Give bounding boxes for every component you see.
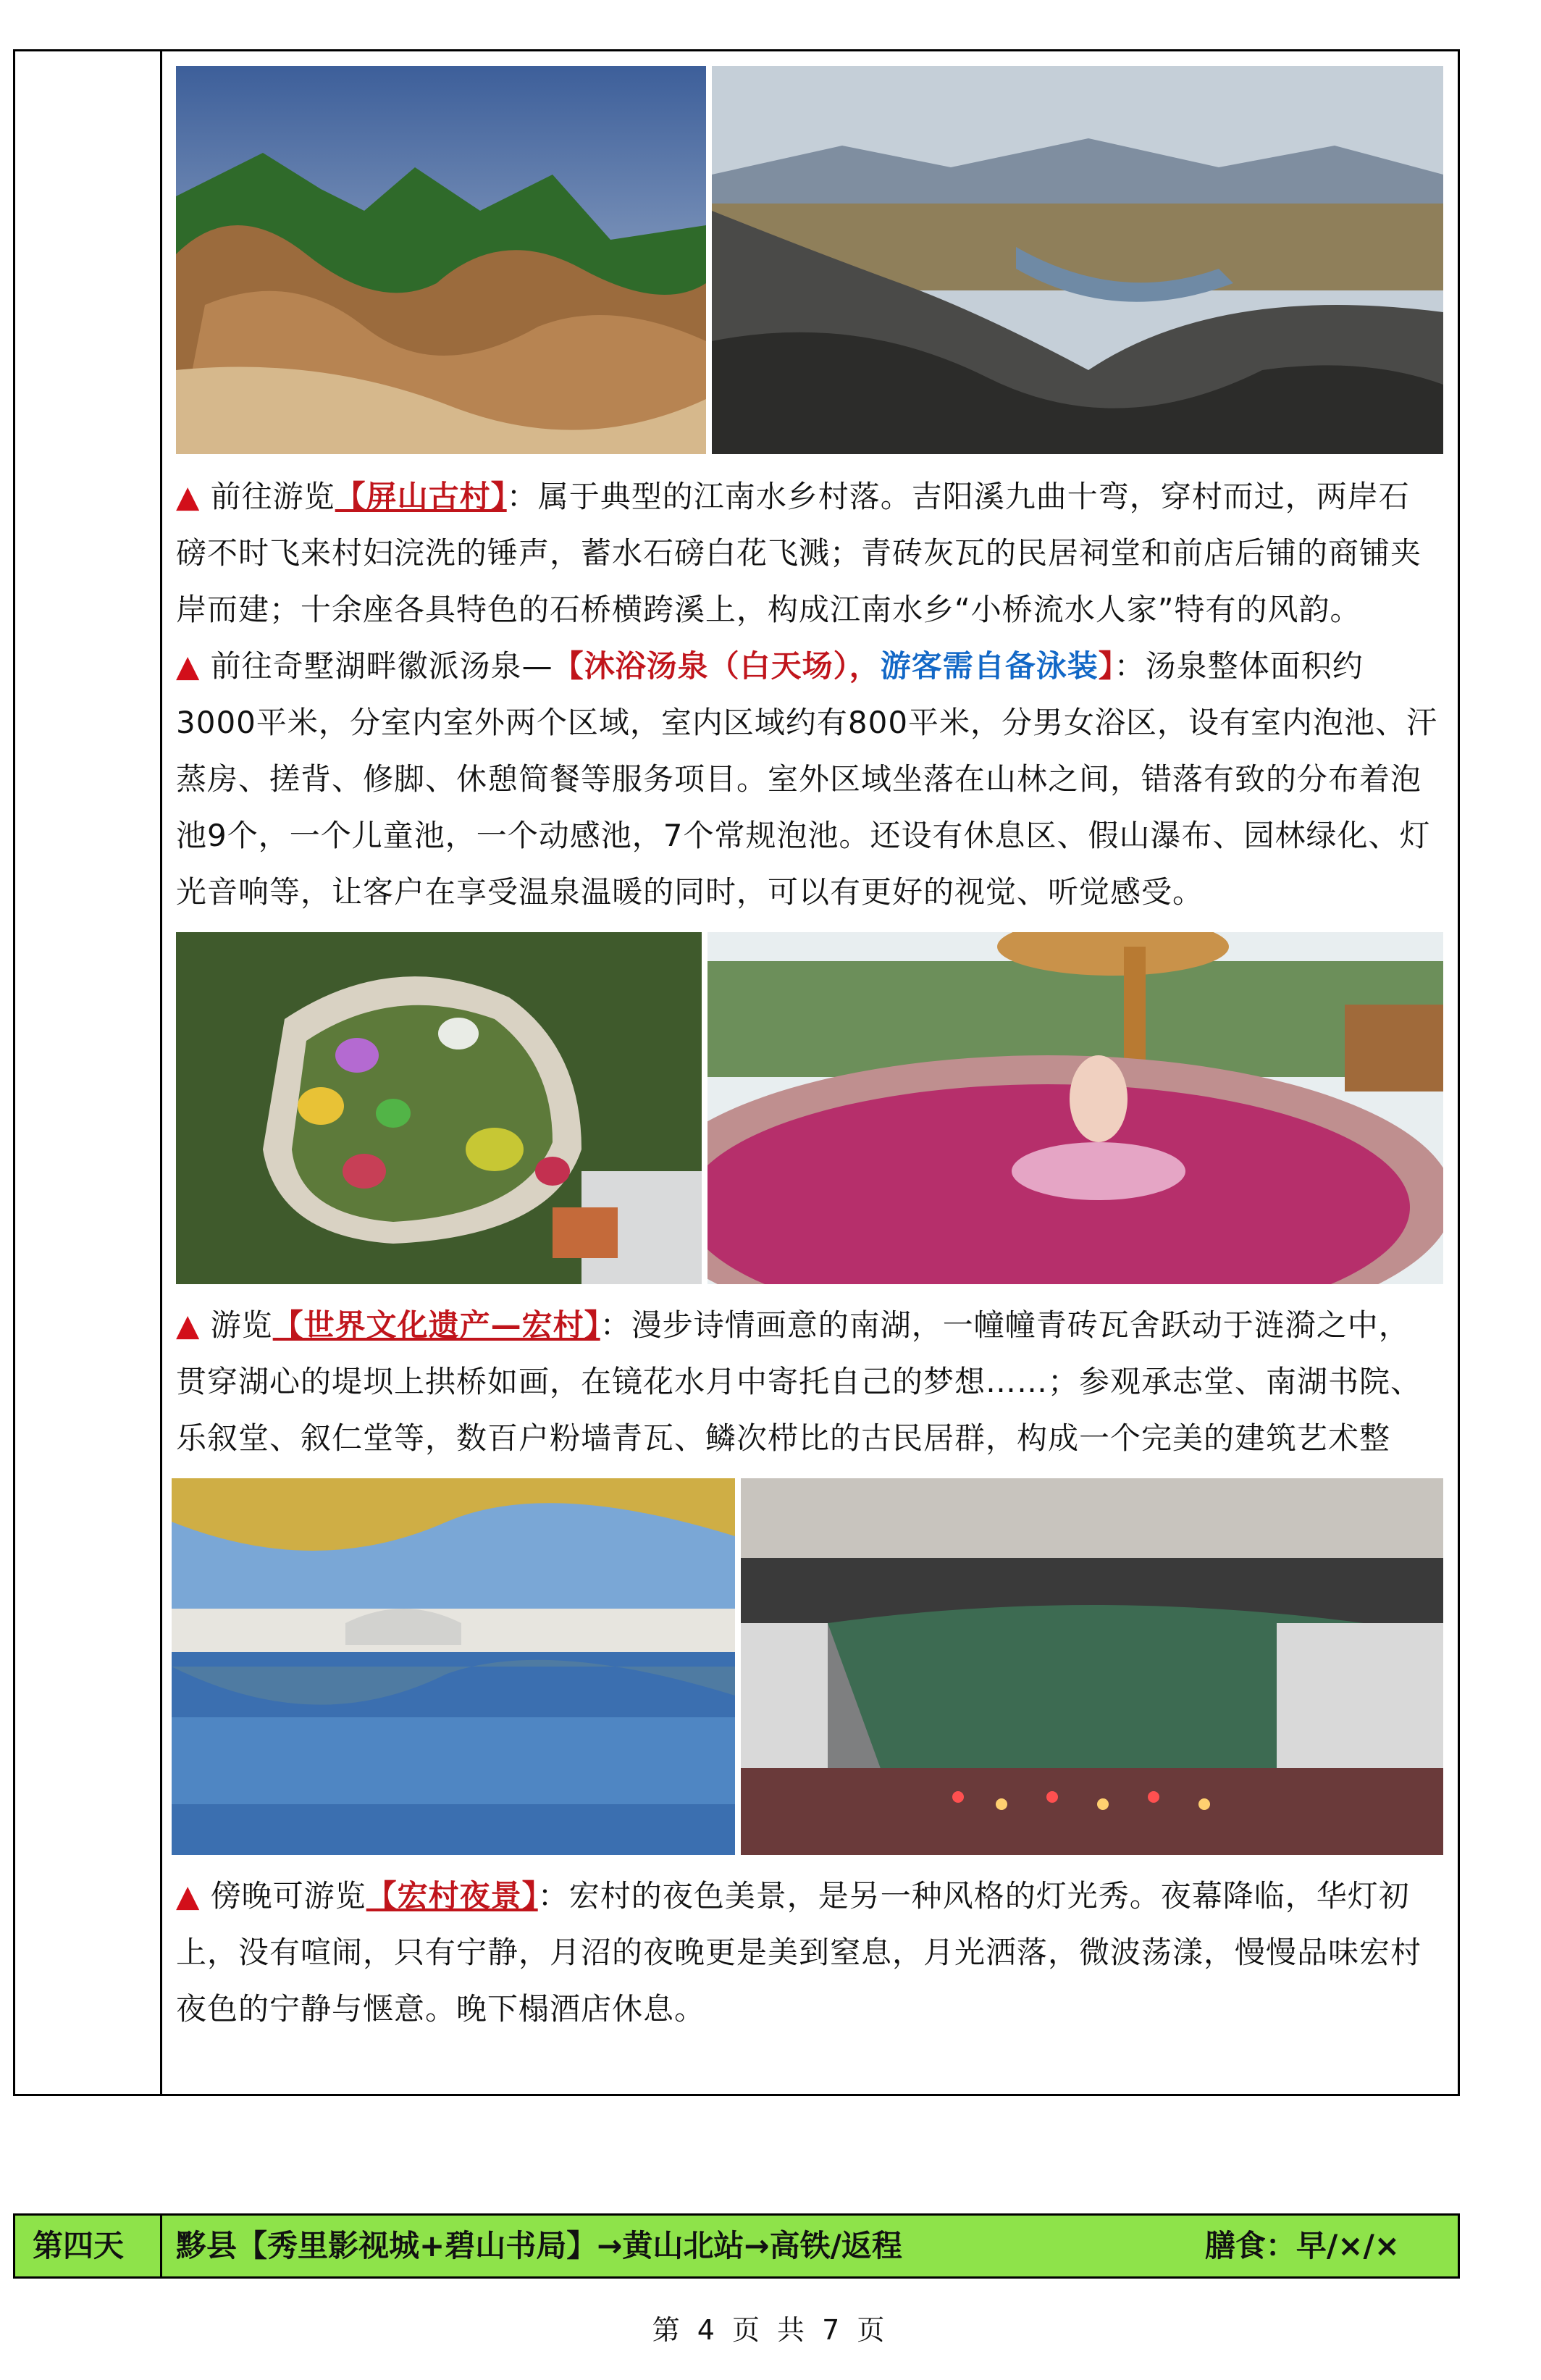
photo-pingshan-valley	[712, 66, 1443, 454]
day4-header-row	[13, 2213, 1460, 2279]
paragraph-hotspring	[176, 638, 1440, 921]
paragraph-prefix: 傍晚可游览	[200, 1878, 366, 1914]
highlight-hotspring-c: 】	[1098, 648, 1114, 684]
table-column-divider	[160, 2216, 162, 2276]
paragraph-prefix: 前往奇墅湖畔徽派汤泉—	[200, 648, 553, 684]
itinerary-table	[13, 49, 1460, 2096]
paragraph-pingshan	[176, 469, 1440, 638]
table-column-divider	[160, 51, 162, 2094]
photo-hongcun-moon-pond	[741, 1478, 1443, 1855]
day-meal: 膳食：早/×/×	[1204, 2228, 1400, 2263]
highlight-nightview: 【宏村夜景】	[366, 1878, 538, 1914]
highlight-hotspring-a: 【沐浴汤泉（白天场），	[553, 648, 881, 684]
triangle-marker-icon: ▲	[176, 1878, 201, 1914]
paragraph-nightview	[176, 1868, 1440, 2037]
page-footer: 第 4 页 共 7 页	[652, 2314, 889, 2346]
photo-hongcun-lake	[172, 1478, 735, 1855]
photo-hotspring-pool	[707, 932, 1443, 1284]
day-route: 黟县【秀里影视城+碧山书局】→黄山北站→高铁/返程	[176, 2228, 902, 2263]
triangle-marker-icon: ▲	[176, 479, 201, 514]
highlight-hongcun: 【世界文化遗产—宏村】	[272, 1307, 600, 1343]
day-label: 第四天	[33, 2228, 125, 2263]
paragraph-body: ：汤泉整体面积约3000平米，分室内室外两个区域，室内区域约有800平米，分男女浴区，设有室内泡池、汗蒸房、搓背、修脚、休憩简餐等服务项目。室外区域坐落在山林之间，错落有致的分布着泡池9个，一个儿童池，一个动感池，7个常规泡池。还设有休息区、假山瀑布、园林绿化、灯光音响等，让客户在享受温泉温暖的同时，可以有更好的视觉、听觉感受。	[176, 648, 1438, 910]
paragraph-body: ：漫步诗情画意的南湖，一幢幢青砖瓦舍跃动于涟漪之中，贯穿湖心的堤坝上拱桥如画，在镜花水月中寄托自己的梦想……；参观承志堂、南湖书院、乐叙堂、叙仁堂等，数百户粉墙青瓦、鳞次栉比的古民居群，构成一个完美的建筑艺术整	[176, 1307, 1422, 1456]
triangle-marker-icon: ▲	[176, 1307, 201, 1343]
paragraph-prefix: 前往游览	[200, 479, 335, 514]
photo-hotspring-aerial	[176, 932, 702, 1284]
paragraph-prefix: 游览	[200, 1307, 273, 1343]
paragraph-body: ：宏村的夜色美景，是另一种风格的灯光秀。夜幕降临，华灯初上，没有喧闹，只有宁静，月沼的夜晚更是美到窒息，月光洒落，微波荡漾，慢慢品味宏村夜色的宁静与惬意。晚下榻酒店休息。	[176, 1878, 1422, 2027]
triangle-marker-icon: ▲	[176, 648, 201, 684]
highlight-hotspring-b: 游客需自备泳装	[880, 648, 1099, 684]
photo-pingshan-rocks	[176, 66, 706, 454]
highlight-pingshan: 【屏山古村】	[335, 479, 507, 514]
paragraph-body: ：属于典型的江南水乡村落。吉阳溪九曲十弯，穿村而过，两岸石磅不时飞来村妇浣洗的锤声，蓄水石磅白花飞溅；青砖灰瓦的民居祠堂和前店后铺的商铺夹岸而建；十余座各具特色的石桥横跨溪上，构成江南水乡“小桥流水人家”特有的风韵。	[176, 479, 1422, 627]
